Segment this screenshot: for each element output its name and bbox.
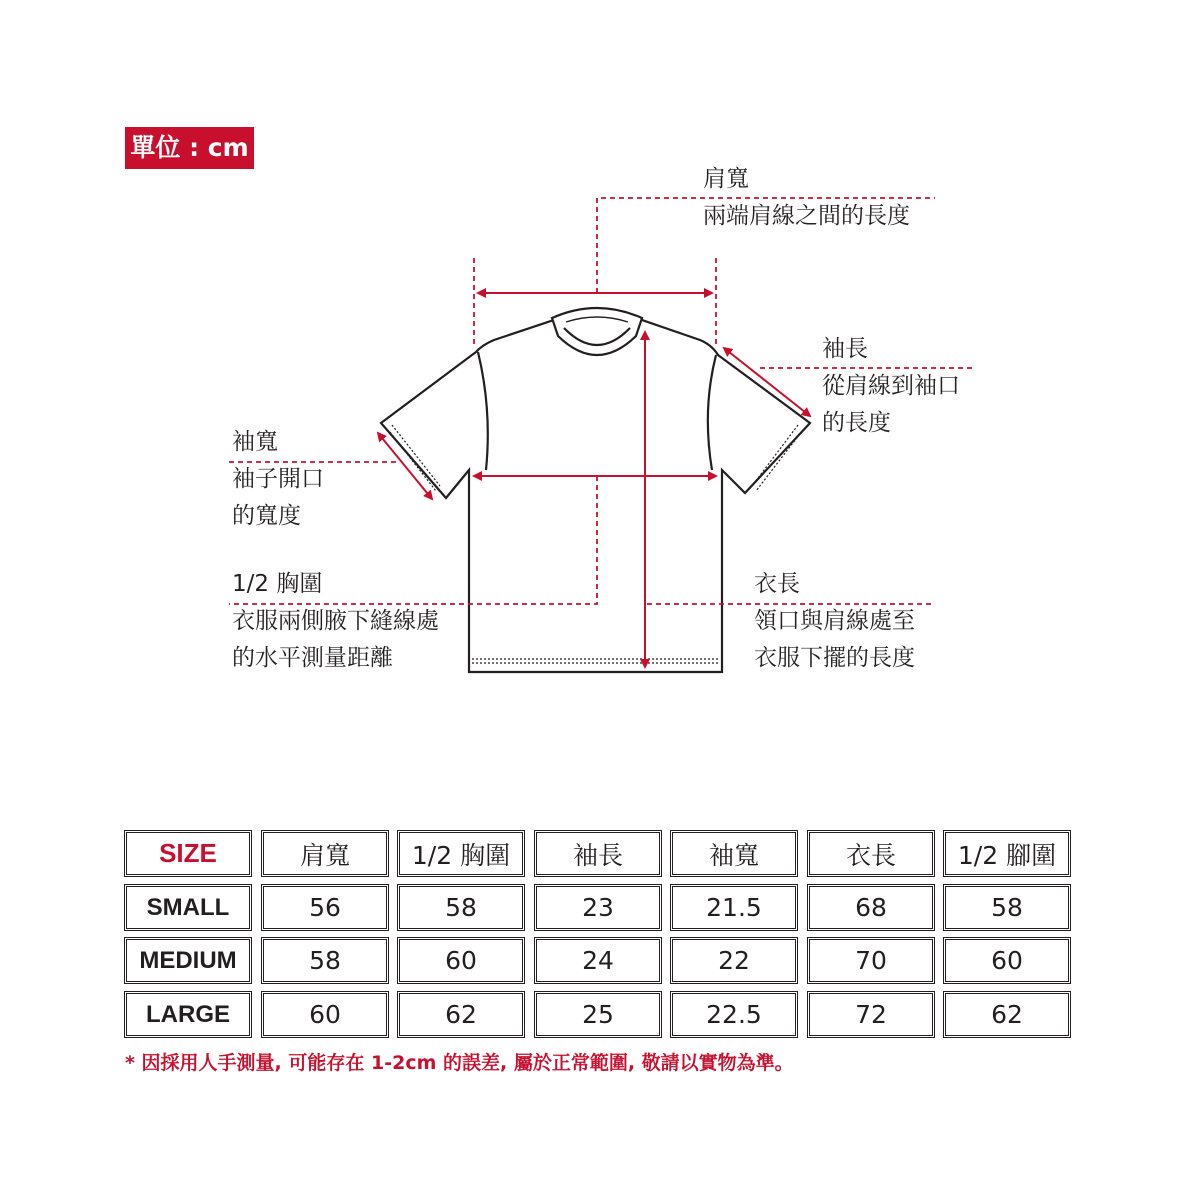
unit-badge: 單位 : cm	[125, 127, 254, 169]
table-cell: 22	[670, 937, 798, 984]
table-header-shoulder: 肩寬	[261, 830, 389, 877]
footnote: * 因採用人手測量, 可能存在 1-2cm 的誤差, 屬於正常範圍, 敬請以實物為準。	[125, 1052, 794, 1074]
label-sleeve-length-desc-2: 的長度	[822, 410, 891, 436]
label-length-desc-1: 領口與肩線處至	[754, 608, 915, 634]
table-cell: 24	[534, 937, 662, 984]
label-shoulder-desc: 兩端肩線之間的長度	[703, 203, 910, 229]
label-half-chest-desc-2: 的水平測量距離	[232, 645, 393, 671]
label-half-chest-title: 1/2 胸圍	[232, 571, 323, 597]
table-cell: 68	[807, 884, 935, 931]
label-sleeve-width-desc-1: 袖子開口	[232, 466, 324, 492]
label-sleeve-width-title: 袖寬	[232, 429, 278, 455]
table-header-half-chest: 1/2 胸圍	[397, 830, 525, 877]
table-cell: 25	[534, 991, 662, 1038]
tshirt-outline	[381, 308, 810, 672]
table-header-sleeve-width: 袖寬	[670, 830, 798, 877]
table-cell: 62	[943, 991, 1071, 1038]
table-header-half-hem: 1/2 腳圍	[943, 830, 1071, 877]
table-cell: 58	[943, 884, 1071, 931]
label-half-chest	[232, 566, 439, 677]
table-cell: 62	[397, 991, 525, 1038]
label-length-desc-2: 衣服下擺的長度	[754, 645, 915, 671]
table-cell: 72	[807, 991, 935, 1038]
table-cell: 56	[261, 884, 389, 931]
label-sleeve-width	[232, 424, 324, 535]
table-cell: 22.5	[670, 991, 798, 1038]
table-cell: 60	[261, 991, 389, 1038]
table-row-medium-size: MEDIUM	[124, 937, 252, 984]
table-cell: 58	[261, 937, 389, 984]
table-row-small-size: SMALL	[124, 884, 252, 931]
label-sleeve-length	[822, 331, 960, 442]
label-shoulder	[703, 161, 910, 235]
table-cell: 58	[397, 884, 525, 931]
table-row-large-size: LARGE	[124, 991, 252, 1038]
label-sleeve-width-desc-2: 的寬度	[232, 503, 301, 529]
label-length	[754, 566, 915, 677]
label-length-title: 衣長	[754, 571, 800, 597]
label-half-chest-desc-1: 衣服兩側腋下縫線處	[232, 608, 439, 634]
table-cell: 21.5	[670, 884, 798, 931]
table-cell: 60	[943, 937, 1071, 984]
table-header-size: SIZE	[124, 830, 252, 877]
table-cell: 23	[534, 884, 662, 931]
label-shoulder-title: 肩寬	[703, 166, 749, 192]
label-sleeve-length-desc-1: 從肩線到袖口	[822, 373, 960, 399]
table-header-sleeve-length: 袖長	[534, 830, 662, 877]
table-header-length: 衣長	[807, 830, 935, 877]
label-sleeve-length-title: 袖長	[822, 336, 868, 362]
table-cell: 70	[807, 937, 935, 984]
table-cell: 60	[397, 937, 525, 984]
